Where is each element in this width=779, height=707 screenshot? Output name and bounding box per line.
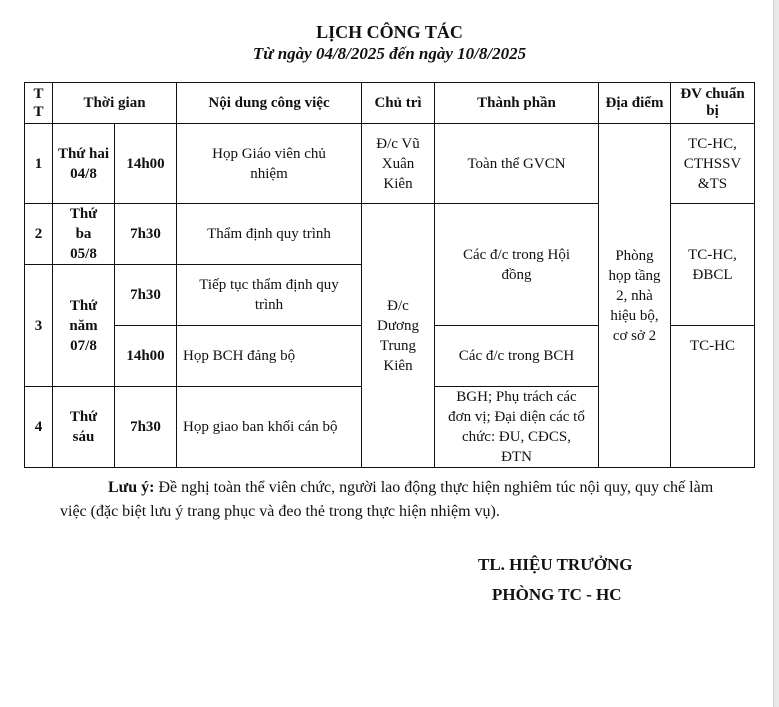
row-day: Thứ hai 04/8 [53, 124, 115, 204]
location-cell: Phòng họp tầng 2, nhà hiệu bộ, cơ sở 2 [599, 124, 671, 468]
header-dia-diem: Địa điểm [599, 83, 671, 124]
row-number: 4 [25, 387, 53, 468]
row-participants: BGH; Phụ trách các đơn vị; Đại diện các tổ chức: ĐU, CĐCS, ĐTN [435, 387, 599, 468]
header-noi-dung: Nội dung công việc [177, 83, 362, 124]
header-thanh-phan: Thành phần [435, 83, 599, 124]
row-number: 1 [25, 124, 53, 204]
header-thoi-gian: Thời gian [53, 83, 177, 124]
scrollbar-track[interactable] [773, 0, 779, 707]
note-paragraph [60, 476, 740, 524]
note-label: Lưu ý: [108, 479, 155, 496]
row-content: Thẩm định quy trình [177, 204, 362, 265]
row-number: 2 [25, 204, 53, 265]
row-prep: TC-HC, ĐBCL [671, 204, 755, 326]
note-text: Đề nghị toàn thể viên chức, người lao động thực hiện nghiêm túc nội quy, quy chế làm việc (đặc biệt lưu ý trang phục và đeo thẻ trong thực hiện nhiệm vụ). [60, 479, 714, 520]
row-participants: Toàn thể GVCN [435, 124, 599, 204]
header-chu-tri: Chủ trì [362, 83, 435, 124]
row-time: 7h30 [115, 387, 177, 468]
row-content: Họp giao ban khối cán bộ [177, 387, 362, 468]
row-prep: TC-HC [671, 326, 755, 468]
row-time: 7h30 [115, 204, 177, 265]
row-day: Thứ sáu [53, 387, 115, 468]
document-title: LỊCH CÔNG TÁC [316, 22, 463, 42]
signature-department: PHÒNG TC - HC [492, 585, 622, 604]
row-content: Họp BCH đảng bộ [177, 326, 362, 387]
row-time: 14h00 [115, 124, 177, 204]
chair-shared-cell: Đ/c Dương Trung Kiên [362, 204, 435, 468]
row-time: 7h30 [115, 265, 177, 326]
row-chair: Đ/c Vũ Xuân Kiên [362, 124, 435, 204]
row-number: 3 [25, 265, 53, 387]
header-dv-chuan-bi: ĐV chuẩn bị [671, 83, 755, 124]
row-participants: Các đ/c trong Hội đồng [435, 204, 599, 326]
schedule-table [24, 82, 755, 468]
document-subtitle: Từ ngày 04/8/2025 đến ngày 10/8/2025 [252, 44, 527, 63]
row-content: Tiếp tục thẩm định quy trình [177, 265, 362, 326]
header-tt: T T [25, 83, 53, 124]
row-time: 14h00 [115, 326, 177, 387]
row-day: Thứ ba 05/8 [53, 204, 115, 265]
signature-title: TL. HIỆU TRƯỞNG [478, 555, 633, 574]
header-row [25, 83, 755, 124]
row-prep: TC-HC, CTHSSV &TS [671, 124, 755, 204]
row-participants: Các đ/c trong BCH [435, 326, 599, 387]
table-row [25, 124, 755, 204]
row-content: Họp Giáo viên chủ nhiệm [177, 124, 362, 204]
row-day: Thứ năm 07/8 [53, 265, 115, 387]
